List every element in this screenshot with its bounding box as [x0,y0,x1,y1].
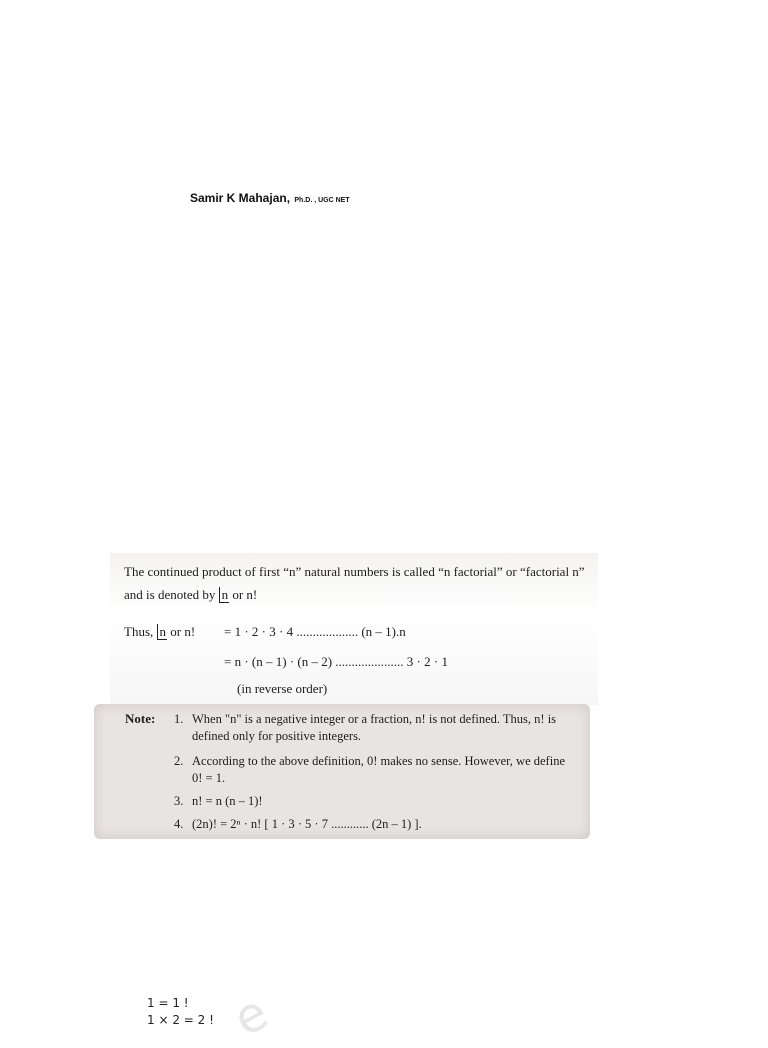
factorial-example-line: 1 = 1 ! [147,996,189,1010]
note-item-text: (2n)! = 2ⁿ · n! [ 1 · 3 · 5 · 7 ............ (2n – 1) ]. [192,817,422,831]
definition-line-1: The continued product of first “n” natural numbers is called “n factorial” or “factorial n” [124,564,585,579]
definition-line-2 [124,587,257,603]
note-item-number: 4. [174,817,184,831]
definition-line-2-prefix: and is denoted by [124,587,216,602]
note-item-text-continued: 0! = 1. [192,771,226,785]
equation-line-2: = n · (n – 1) · (n – 2) ..................... 3 · 2 · 1 [224,654,448,669]
note-item-number: 2. [174,754,184,768]
watermark: e [224,984,277,1048]
note-item-number: 3. [174,794,184,808]
note-item-text-continued: defined only for positive integers. [192,729,362,743]
factorial-example-line: 1 × 2 = 2 ! [147,1013,214,1027]
note-item-text: n! = n (n – 1)! [192,794,263,808]
factorial-symbol: n [219,587,230,603]
note-item-text: According to the above definition, 0! makes no sense. However, we define [192,754,565,768]
note-item-number: 1. [174,712,184,726]
note-item-text: When "n" is a negative integer or a fraction, n! is not defined. Thus, n! is [192,712,557,726]
reverse-order-caption: (in reverse order) [237,681,328,696]
thus-label-line [124,624,195,640]
definition-line-2-suffix: or n! [232,587,258,602]
note-box [94,704,590,839]
equation-line-1: = 1 · 2 · 3 · 4 ................... (n – 1).n [224,624,406,639]
thus-label: Thus, [124,624,154,639]
thus-or-text: or n! [170,624,196,639]
factorial-symbol: n [157,624,168,640]
author-name: Samir K Mahajan, [190,191,291,205]
author-credentials: Ph.D. , UGC NET [294,197,350,204]
author-heading [190,191,350,205]
note-label: Note: [125,711,156,726]
scanned-definition-block [110,553,598,705]
